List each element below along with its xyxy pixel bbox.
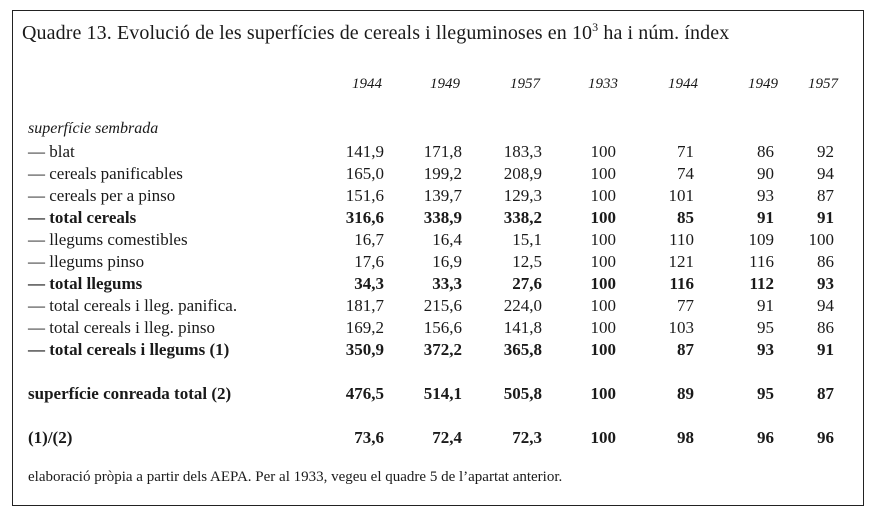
table-cell: 85	[677, 208, 694, 227]
row-label: — llegums comestibles	[28, 230, 188, 249]
table-cell: 121	[668, 252, 694, 271]
table-cell: 96	[757, 428, 774, 447]
column-header: 1933	[588, 76, 618, 92]
column-header: 1944	[668, 76, 698, 92]
table-cell: 95	[757, 384, 774, 403]
section-label: superfície sembrada	[28, 120, 159, 137]
table-cell: 96	[817, 428, 834, 447]
table-row	[0, 340, 878, 362]
table-cell: 74	[677, 164, 694, 183]
table-cell: 71	[677, 142, 694, 161]
table-cell: 12,5	[512, 252, 542, 271]
table-title	[22, 22, 729, 45]
row-label: — llegums pinso	[28, 252, 145, 271]
table-cell: 100	[590, 274, 616, 293]
table-cell: 94	[817, 164, 834, 183]
row-label: — total cereals i llegums (1)	[28, 340, 230, 359]
table-row	[0, 208, 878, 230]
table-cell: 338,9	[423, 208, 462, 227]
table-cell: 116	[749, 252, 774, 271]
table-cell: 100	[590, 340, 616, 359]
table-cell: 141,8	[503, 318, 542, 337]
table-cell: 100	[590, 428, 616, 447]
table-row	[0, 164, 878, 186]
table-cell: 33,3	[432, 274, 462, 293]
table-cell: 72,3	[512, 428, 542, 447]
table-cell: 199,2	[423, 164, 462, 183]
table-cell: 93	[817, 274, 834, 293]
title-exponent: 3	[592, 20, 599, 34]
table-cell: 16,9	[432, 252, 462, 271]
table-cell: 73,6	[354, 428, 384, 447]
table-cell: 91	[817, 340, 834, 359]
table-cell: 100	[590, 142, 616, 161]
table-cell: 100	[590, 208, 616, 227]
table-cell: 95	[757, 318, 774, 337]
table-cell: 98	[677, 428, 694, 447]
table-cell: 372,2	[423, 340, 462, 359]
column-header: 1944	[352, 76, 382, 92]
table-row	[0, 142, 878, 164]
table-row	[0, 428, 878, 450]
table-cell: 110	[669, 230, 694, 249]
table-cell: 215,6	[423, 296, 462, 315]
table-cell: 89	[677, 384, 694, 403]
table-cell: 338,2	[503, 208, 542, 227]
table-cell: 151,6	[345, 186, 384, 205]
row-label: — total llegums	[28, 274, 143, 293]
table-cell: 208,9	[503, 164, 542, 183]
column-header: 1957	[510, 76, 540, 92]
table-cell: 100	[590, 252, 616, 271]
table-cell: 100	[590, 318, 616, 337]
row-label: — total cereals i lleg. panifica.	[28, 296, 238, 315]
table-cell: 90	[757, 164, 774, 183]
table-cell: 100	[590, 186, 616, 205]
table-row	[0, 296, 878, 318]
table-cell: 514,1	[423, 384, 462, 403]
table-cell: 87	[817, 186, 834, 205]
row-label: — blat	[28, 142, 75, 161]
table-cell: 15,1	[512, 230, 542, 249]
table-row	[0, 318, 878, 340]
table-cell: 91	[757, 208, 774, 227]
table-cell: 86	[817, 252, 834, 271]
table-cell: 100	[590, 384, 616, 403]
table-cell: 139,7	[423, 186, 462, 205]
table-cell: 116	[669, 274, 694, 293]
table-cell: 476,5	[345, 384, 384, 403]
table-row	[0, 384, 878, 406]
table-cell: 100	[590, 164, 616, 183]
table-cell: 87	[677, 340, 694, 359]
table-cell: 350,9	[345, 340, 384, 359]
table-cell: 165,0	[345, 164, 384, 183]
column-header: 1949	[748, 76, 778, 92]
table-cell: 100	[590, 230, 616, 249]
table-cell: 86	[757, 142, 774, 161]
table-row	[0, 186, 878, 208]
table-cell: 91	[757, 296, 774, 315]
table-cell: 93	[757, 186, 774, 205]
table-cell: 171,8	[423, 142, 462, 161]
row-label: superfície conreada total (2)	[28, 384, 232, 403]
table-cell: 169,2	[345, 318, 384, 337]
table-cell: 112	[749, 274, 774, 293]
table-cell: 101	[668, 186, 694, 205]
table-cell: 27,6	[512, 274, 542, 293]
row-label: (1)/(2)	[28, 428, 73, 447]
table-cell: 93	[757, 340, 774, 359]
table-cell: 316,6	[345, 208, 384, 227]
title-text: Quadre 13. Evolució de les superfícies de cereals i lleguminoses en 10	[22, 22, 593, 44]
table-cell: 109	[748, 230, 774, 249]
table-cell: 16,7	[354, 230, 384, 249]
table-cell: 77	[677, 296, 694, 315]
table-cell: 17,6	[354, 252, 384, 271]
table-cell: 505,8	[503, 384, 542, 403]
column-header: 1957	[808, 76, 838, 92]
row-label: — cereals per a pinso	[28, 186, 176, 205]
row-label: — total cereals i lleg. pinso	[28, 318, 215, 337]
table-cell: 92	[817, 142, 834, 161]
table-cell: 100	[808, 230, 834, 249]
table-cell: 224,0	[503, 296, 542, 315]
table-cell: 141,9	[345, 142, 384, 161]
table-row	[0, 274, 878, 296]
table-row	[0, 230, 878, 252]
row-label: — cereals panificables	[28, 164, 183, 183]
table-cell: 16,4	[432, 230, 462, 249]
table-cell: 365,8	[503, 340, 542, 359]
source-note: elaboració pròpia a partir dels AEPA. Per al 1933, vegeu el quadre 5 de l’apartat anterior.	[28, 469, 563, 485]
table-cell: 181,7	[345, 296, 384, 315]
title-suffix: ha i núm. índex	[598, 22, 730, 44]
table-row	[0, 252, 878, 274]
table-cell: 129,3	[503, 186, 542, 205]
table-cell: 86	[817, 318, 834, 337]
table-cell: 183,3	[503, 142, 542, 161]
table-cell: 156,6	[423, 318, 462, 337]
table-cell: 91	[817, 208, 834, 227]
row-label: — total cereals	[28, 208, 137, 227]
table-cell: 100	[590, 296, 616, 315]
table-cell: 94	[817, 296, 834, 315]
table-cell: 87	[817, 384, 834, 403]
table-cell: 34,3	[354, 274, 384, 293]
column-header: 1949	[430, 76, 460, 92]
table-cell: 103	[668, 318, 694, 337]
table-cell: 72,4	[432, 428, 462, 447]
